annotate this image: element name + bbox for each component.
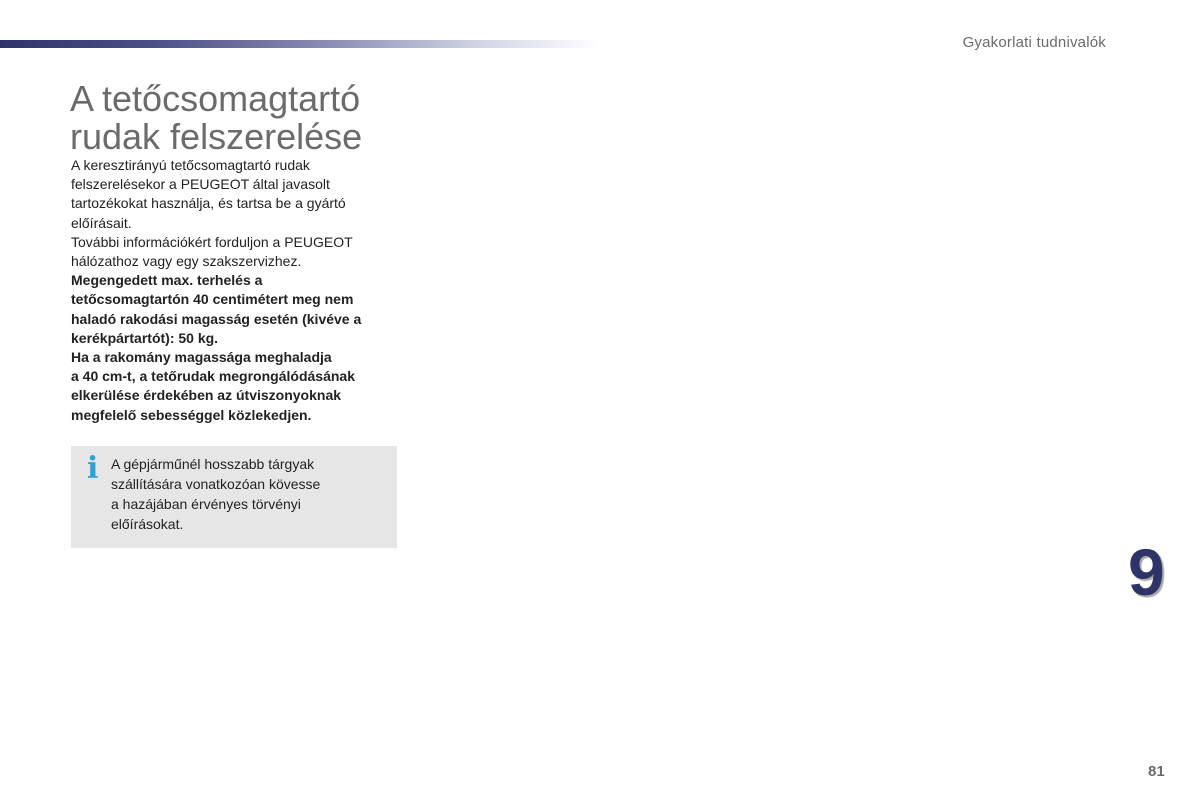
body-line: További információkért forduljon a PEUGEOT [71,233,353,250]
body-line: hálózathoz vagy egy szakszervizhez. [71,253,302,270]
warning-line: elkerülése érdekében az útviszonyoknak [71,387,342,404]
info-box [71,446,397,548]
body-line: tartozékokat használja, és tartsa be a gyártó [71,195,346,212]
info-line: szállítására vonatkozóan kövesse [111,476,321,492]
body-text [71,156,401,425]
warning-line: haladó rakodási magasság esetén (kivéve a [71,310,362,327]
info-text [111,454,381,534]
body-line: felszerelésekor a PEUGEOT által javasolt [71,176,330,193]
section-header: Gyakorlati tudnivalók [962,34,1106,51]
info-line: A gépjárműnél hosszabb tárgyak [111,456,315,472]
body-line: előírásait. [71,214,132,231]
body-line: A keresztirányú tetőcsomagtartó rudak [71,157,310,173]
header-accent-bar [0,40,600,48]
warning-line: tetőcsomagtartón 40 centimétert meg nem [71,291,354,308]
page-number: 81 [1148,763,1165,780]
page-title-line: rudak felszerelése [70,116,363,157]
warning-line: megfelelő sebességgel közlekedjen. [71,406,312,423]
info-line: előírásokat. [111,516,184,532]
warning-line: Megengedett max. terhelés a [71,272,263,289]
warning-line: a 40 cm-t, a tetőrudak megrongálódásának [71,368,355,385]
warning-line: kerékpártartót): 50 kg. [71,329,219,346]
info-line: a hazájában érvényes törvényi [111,496,301,512]
page-title-line: A tetőcsomagtartó [70,78,361,119]
page-title [70,80,410,156]
warning-line: Ha a rakomány magassága meghaladja [71,349,332,366]
chapter-number: 9 [1128,535,1165,609]
info-icon: i [87,451,99,486]
